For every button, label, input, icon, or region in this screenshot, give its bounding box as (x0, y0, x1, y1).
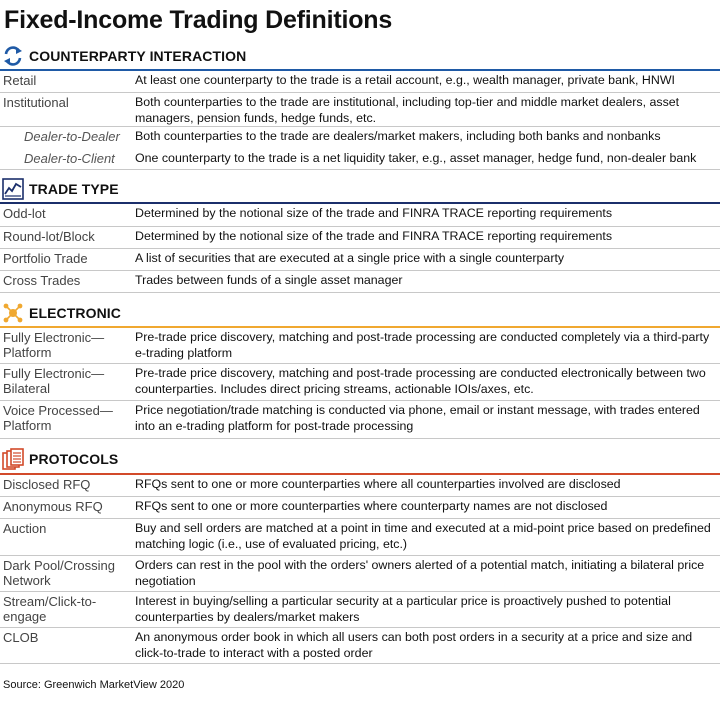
table-row (0, 628, 720, 664)
term-label: Institutional (3, 95, 69, 110)
definition-text: Trades between funds of a single asset manager (135, 273, 403, 287)
table-row (0, 93, 720, 127)
definition-text: Both counterparties to the trade are dealers/market makers, including both banks and nonbanks (135, 129, 661, 143)
table-row (0, 364, 720, 401)
table-row (0, 127, 720, 149)
definition-text: Interest in buying/selling a particular security at a particular price is proactively pushed to potential counterparties by dealers/market makers (135, 594, 671, 624)
term-label: Voice Processed—Platform (3, 403, 113, 433)
definition-text: Determined by the notional size of the trade and FINRA TRACE reporting requirements (135, 206, 613, 220)
term-label: Fully Electronic—Platform (3, 330, 105, 360)
section-title: PROTOCOLS (29, 451, 119, 467)
term-label: Retail (3, 73, 37, 88)
term-label: Disclosed RFQ (3, 477, 91, 492)
term-label: Dark Pool/Crossing Network (3, 558, 115, 588)
definition-text: At least one counterparty to the trade is a retail account, e.g., wealth manager, private bank, HNWI (135, 73, 675, 87)
definition-text: Pre-trade price discovery, matching and post-trade processing are conducted completely via a third-party e-trading platform (135, 330, 710, 360)
term-label: Auction (3, 521, 47, 536)
term-label: CLOB (3, 630, 39, 645)
table-row (0, 204, 720, 227)
definition-text: Price negotiation/trade matching is conducted via phone, email or instant message, with trades entered into an e-trading platform for post-trade processing (135, 403, 700, 433)
section-header-counterparty (0, 45, 720, 69)
term-label: Anonymous RFQ (3, 499, 103, 514)
definition-text: Buy and sell orders are matched at a point in time and executed at a mid-point price based on predefined matching logic (i.e., use of evaluated pricing, etc.) (135, 521, 711, 551)
section-header-protocols (0, 448, 720, 472)
table-row (0, 475, 720, 497)
line-chart-icon (2, 178, 24, 200)
table-row (0, 227, 720, 249)
section-header-trade-type (0, 178, 720, 202)
term-label: Odd-lot (3, 206, 46, 221)
arrows-cycle-icon (2, 45, 24, 67)
network-nodes-icon (2, 302, 24, 324)
term-label: Portfolio Trade (3, 251, 88, 266)
table-row (0, 592, 720, 628)
table-row (0, 401, 720, 439)
term-label: Cross Trades (3, 273, 81, 288)
source-note: Source: Greenwich MarketView 2020 (3, 679, 185, 691)
definition-text: An anonymous order book in which all users can both post orders in a security at a price and size and click-to-trade to interact with a posted order (135, 630, 693, 660)
definition-text: One counterparty to the trade is a net liquidity taker, e.g., asset manager, hedge fund, non-dealer bank (135, 151, 697, 165)
section-title: TRADE TYPE (29, 181, 119, 197)
definition-text: RFQs sent to one or more counterparties where counterparty names are not disclosed (135, 499, 608, 513)
table-row (0, 149, 720, 170)
table-row (0, 271, 720, 293)
table-row (0, 497, 720, 519)
definition-text: Determined by the notional size of the trade and FINRA TRACE reporting requirements (135, 229, 613, 243)
definition-text: Both counterparties to the trade are institutional, including top-tier and middle market dealers, asset managers, pension funds, hedge funds, etc. (135, 95, 680, 125)
section-header-electronic (0, 302, 720, 326)
term-label: Round-lot/Block (3, 229, 95, 244)
table-row (0, 249, 720, 271)
section-title: ELECTRONIC (29, 305, 121, 321)
table-row (0, 71, 720, 93)
term-label: Dealer-to-Dealer (24, 129, 120, 144)
definition-text: Orders can rest in the pool with the orders' owners alerted of a potential match, initiating a bilateral price negotiation (135, 558, 705, 588)
term-label: Stream/Click-to-engage (3, 594, 97, 624)
term-label: Dealer-to-Client (24, 151, 115, 166)
definition-text: A list of securities that are executed at a single price with a single counterparty (135, 251, 565, 265)
definition-text: RFQs sent to one or more counterparties where all counterparties involved are disclosed (135, 477, 621, 491)
page-title: Fixed-Income Trading Definitions (4, 6, 393, 34)
table-row (0, 519, 720, 556)
table-row (0, 556, 720, 592)
documents-stack-icon (2, 448, 24, 470)
table-row (0, 328, 720, 364)
section-title: COUNTERPARTY INTERACTION (29, 48, 247, 64)
term-label: Fully Electronic—Bilateral (3, 366, 105, 396)
definition-text: Pre-trade price discovery, matching and post-trade processing are conducted electronically between two counterparties. Includes direct pricing streams, actionable IOIs/axes, etc. (135, 366, 706, 396)
